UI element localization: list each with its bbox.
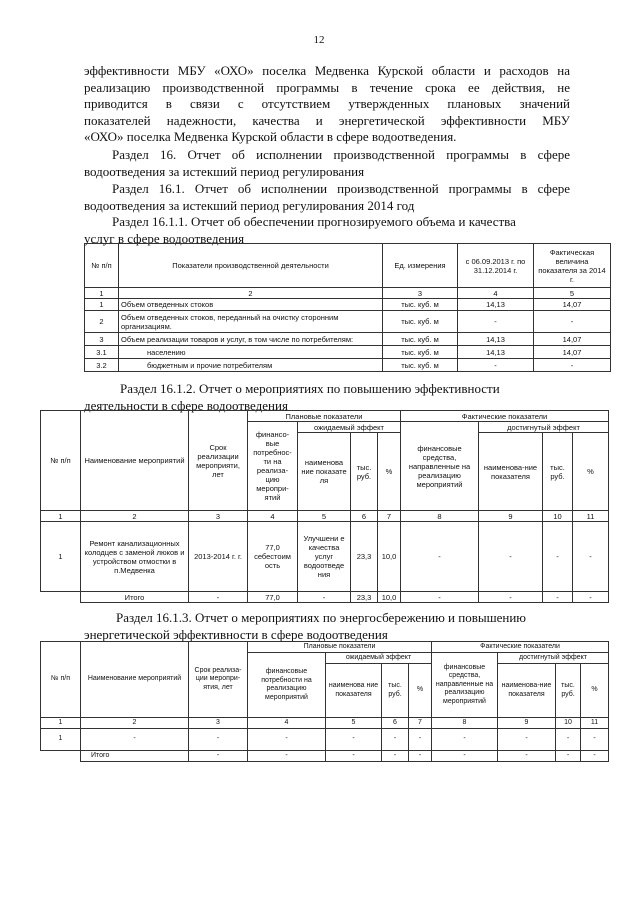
row-pct-fact: - — [573, 522, 609, 592]
row-name: Объем отведенных стоков — [119, 299, 383, 311]
total-cell: - — [189, 751, 248, 762]
energy-saving-measures-table — [40, 641, 609, 762]
row-num: 1 — [85, 299, 119, 311]
col-num: 1 — [41, 718, 81, 729]
table-row — [85, 359, 611, 372]
header-fact-group: Фактические показатели — [401, 411, 609, 422]
row-name: Объем отведенных стоков, переданный на очистку сторонним организациям. — [119, 311, 383, 333]
row-num: 1 — [41, 522, 81, 592]
col-num: 4 — [248, 511, 298, 522]
total-row — [41, 751, 609, 762]
total-cell: - — [401, 592, 479, 603]
header-fin-need: финансо-вые потребнос-ти на реализа-цию меропри-ятий — [248, 422, 298, 511]
total-cell: - — [189, 592, 248, 603]
page-number: 12 — [313, 34, 325, 46]
row-name: Объем реализации товаров и услуг, в том числе по потребителям: — [119, 333, 383, 346]
section-16-1-1-line1: Раздел 16.1.1. Отчет об обеспечении прогнозируемого объема и качества — [112, 214, 516, 229]
total-fin: 77,0 — [248, 592, 298, 603]
header-fin-fact: финансовые средства, направленные на реализацию мероприятий — [401, 422, 479, 511]
section-16-1-2-line1: Раздел 16.1.2. Отчет о мероприятиях по повышению эффективности — [120, 381, 500, 396]
table-row — [41, 729, 609, 751]
header-fact-group: Фактические показатели — [432, 642, 609, 653]
col-num: 2 — [119, 288, 383, 299]
col-num: 11 — [581, 718, 609, 729]
intro-paragraph — [84, 63, 570, 146]
row-fact: - — [534, 311, 611, 333]
section-16-1-2-line2: деятельности в сфере водоотведения — [84, 397, 288, 413]
row-name: бюджетным и прочие потребителям — [119, 359, 383, 372]
row-cell: - — [498, 729, 556, 751]
header-pct-plan: % — [409, 664, 432, 718]
table-row — [85, 311, 611, 333]
total-cell: - — [409, 751, 432, 762]
header-actual: Фактическая величина показателя за 2014 г. — [534, 244, 611, 288]
header-fin-need: финансовые потребности на реализацию мероприятий — [248, 653, 326, 718]
production-volume-table — [84, 243, 611, 372]
row-num: 3.1 — [85, 346, 119, 359]
header-name: Наименование мероприятий — [81, 411, 189, 511]
row-cell: - — [81, 729, 189, 751]
total-cell: - — [432, 751, 498, 762]
table-row — [85, 333, 611, 346]
header-term: Срок реализации мероприяти, лет — [189, 411, 248, 511]
header-num: № п/п — [85, 244, 119, 288]
col-num: 9 — [498, 718, 556, 729]
row-plan: - — [458, 311, 534, 333]
row-rub-fact: - — [543, 522, 573, 592]
total-cell: - — [382, 751, 409, 762]
row-name: населению — [119, 346, 383, 359]
total-cell: - — [573, 592, 609, 603]
col-num: 1 — [85, 288, 119, 299]
header-rub-plan: тыс. руб. — [351, 433, 378, 511]
header-name: Наименование мероприятий — [81, 642, 189, 718]
section-16-heading: Раздел 16. Отчет об исполнении производственной программы в сфере водоотведения за истекший период регулирования — [84, 147, 570, 179]
row-plan: 14,13 — [458, 299, 534, 311]
total-cell: - — [248, 751, 326, 762]
header-expected-effect: ожидаемый эффект — [298, 422, 401, 433]
col-num: 5 — [326, 718, 382, 729]
col-num: 4 — [248, 718, 326, 729]
row-cell: - — [248, 729, 326, 751]
total-cell: - — [543, 592, 573, 603]
header-rub-fact: тыс. руб. — [543, 433, 573, 511]
header-term: Срок реализа-ции меропри-ятия, лет — [189, 642, 248, 718]
col-num: 10 — [543, 511, 573, 522]
section-16-1-1-line2: услуг в сфере водоотведения — [84, 230, 245, 246]
table-row — [85, 346, 611, 359]
row-term: 2013-2014 г. г. — [189, 522, 248, 592]
row-unit: тыс. куб. м — [383, 359, 458, 372]
col-num: 3 — [189, 511, 248, 522]
col-num: 2 — [81, 511, 189, 522]
col-num: 5 — [534, 288, 611, 299]
header-plan-group: Плановые показатели — [248, 642, 432, 653]
total-cell: - — [498, 751, 556, 762]
col-num: 9 — [479, 511, 543, 522]
section-16-1-3-line1: Раздел 16.1.3. Отчет о мероприятиях по энергосбережению и повышению — [116, 610, 526, 625]
row-cell: - — [556, 729, 581, 751]
intro-line: эффективности МБУ «ОХО» поселка Медвенка Курской области и расходов на — [84, 63, 570, 78]
row-fin: 77,0 себестоим ость — [248, 522, 298, 592]
intro-line: реализацию производственной программы в течение срока ее действия, не — [84, 79, 570, 95]
table-row — [85, 299, 611, 311]
col-num: 8 — [401, 511, 479, 522]
row-num: 3.2 — [85, 359, 119, 372]
row-unit: тыс. куб. м — [383, 311, 458, 333]
row-fact: 14,07 — [534, 346, 611, 359]
row-cell: - — [432, 729, 498, 751]
header-pct-plan: % — [378, 433, 401, 511]
efficiency-measures-table — [40, 410, 609, 603]
section-16-1-3-heading — [84, 610, 594, 643]
header-indicator-fact: наименова-ние показателя — [479, 433, 543, 511]
row-unit: тыс. куб. м — [383, 333, 458, 346]
row-num: 2 — [85, 311, 119, 333]
col-num: 3 — [383, 288, 458, 299]
header-plan-group: Плановые показатели — [248, 411, 401, 422]
row-num: 1 — [41, 729, 81, 751]
col-num: 8 — [432, 718, 498, 729]
row-cell: - — [409, 729, 432, 751]
table-row — [41, 522, 609, 592]
header-num: № п/п — [41, 642, 81, 718]
total-cell: - — [556, 751, 581, 762]
col-num: 7 — [378, 511, 401, 522]
header-unit: Ед. измерения — [383, 244, 458, 288]
row-num: 3 — [85, 333, 119, 346]
header-achieved-effect: достигнутый эффект — [498, 653, 609, 664]
header-pct-fact: % — [581, 664, 609, 718]
header-pct-fact: % — [573, 433, 609, 511]
header-indicator-plan: наименова ние показателя — [326, 664, 382, 718]
row-cell: - — [581, 729, 609, 751]
col-num: 11 — [573, 511, 609, 522]
row-fact: - — [534, 359, 611, 372]
col-num: 7 — [409, 718, 432, 729]
row-cell: - — [189, 729, 248, 751]
row-pct: 10,0 — [378, 522, 401, 592]
row-fact: 14,07 — [534, 333, 611, 346]
total-label: Итого — [81, 592, 189, 603]
row-cell: - — [382, 729, 409, 751]
row-plan: 14,13 — [458, 346, 534, 359]
header-achieved-effect: достигнутый эффект — [479, 422, 609, 433]
header-rub-fact: тыс. руб. — [556, 664, 581, 718]
section-16-1-heading: Раздел 16.1. Отчет об исполнении производственной программы в сфере водоотведения за истекший период регулирования 2014 год — [84, 181, 570, 213]
total-cell: - — [581, 751, 609, 762]
col-num: 3 — [189, 718, 248, 729]
col-num: 6 — [351, 511, 378, 522]
row-unit: тыс. куб. м — [383, 299, 458, 311]
header-indicator-fact: наименова-ние показателя — [498, 664, 556, 718]
intro-line: показателей надежности, качества и энергетической эффективности МБУ — [84, 112, 570, 128]
col-num: 1 — [41, 511, 81, 522]
total-row — [41, 592, 609, 603]
row-fin-fact: - — [401, 522, 479, 592]
row-name: Ремонт канализационных колодцев с заменой люков и устройством отмостки в п.Медвенка — [81, 522, 189, 592]
row-plan: - — [458, 359, 534, 372]
header-num: № п/п — [41, 411, 81, 511]
row-cell: - — [326, 729, 382, 751]
header-expected-effect: ожидаемый эффект — [326, 653, 432, 664]
row-effect: Улучшени е качества услуг водоотведе ния — [298, 522, 351, 592]
header-period: с 06.09.2013 г. по 31.12.2014 г. — [458, 244, 534, 288]
total-rub: 23,3 — [351, 592, 378, 603]
col-num: 4 — [458, 288, 534, 299]
section-16-1-3-line2: энергетической эффективности в сфере водоотведения — [84, 626, 388, 642]
intro-line: «ОХО» поселка Медвенка Курской области в сфере водоотведения. — [84, 129, 457, 144]
total-label: Итого — [81, 751, 189, 762]
row-plan: 14,13 — [458, 333, 534, 346]
total-cell: - — [479, 592, 543, 603]
col-num: 5 — [298, 511, 351, 522]
total-pct: 10,0 — [378, 592, 401, 603]
total-cell: - — [326, 751, 382, 762]
row-unit: тыс. куб. м — [383, 346, 458, 359]
row-fact: 14,07 — [534, 299, 611, 311]
total-cell: - — [298, 592, 351, 603]
col-num: 6 — [382, 718, 409, 729]
intro-line: приводится в связи с отсутствием утвержденных плановых значений — [84, 96, 570, 111]
header-fin-fact: финансовые средства, направленные на реализацию мероприятий — [432, 653, 498, 718]
col-num: 10 — [556, 718, 581, 729]
header-indicator-plan: наименова ние показате ля — [298, 433, 351, 511]
header-rub-plan: тыс. руб. — [382, 664, 409, 718]
row-indicator-fact: - — [479, 522, 543, 592]
row-rub: 23,3 — [351, 522, 378, 592]
col-num: 2 — [81, 718, 189, 729]
header-indicator: Показатели производственной деятельности — [119, 244, 383, 288]
